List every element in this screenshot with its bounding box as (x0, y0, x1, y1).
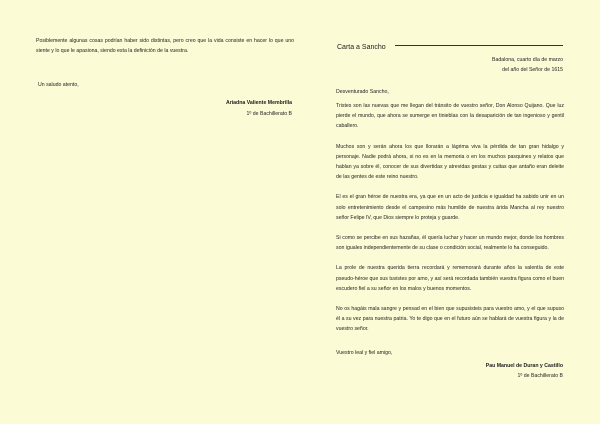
place-line-2: del año del Señor de 1615 (502, 67, 563, 74)
left-intro-paragraph: Posiblemente algunas cosas podrían haber sido distintas, pero creo que la vida consiste en hacer lo que uno siente y lo que le apasiona, siendo esta la definición de la vuestra. (36, 38, 294, 55)
salutation: Desventurado Sancho, (336, 89, 389, 95)
signature-class: 1º de Bachillerato B (517, 373, 563, 379)
left-signature-name: Ariadna Valiente Membrilla (225, 100, 292, 106)
left-greeting: Un saludo atento, (38, 82, 79, 88)
body-paragraph: Tristes son las nuevas que me llegan del tránsito de vuestro señor, Don Alonso Quijano. Que luz pierde el mundo, que ahora se sumerge en tinieblas con la desaparición de tan ingenioso y gentil caballero. (336, 103, 564, 130)
title-row (337, 36, 563, 51)
letter-body (336, 101, 564, 345)
body-paragraph: Muchos son y serán ahora los que llorarán a lágrima viva la pérdida de tan gran hidalgo y personaje. Nadie podrá ahora, si no es en la memoria o en los muchos pasquines y relatos que hablan ya sobre él, conocer de sus divertidas y atrevidas gestas y cuitas que antaño eran deleite de las gentes de este reino nuestro. (336, 143, 564, 181)
right-page (300, 0, 600, 424)
closing: Vuestro leal y fiel amigo, (336, 350, 393, 356)
left-signature-class: 1º de Bachillerato B (246, 111, 292, 117)
body-paragraph: Si como se percibe en sus hazañas, él quería luchar y hacer un mundo mejor, donde los hombres son iguales independientemente de su clase o condición social, realmente lo ha conseguido. (336, 235, 564, 252)
title-underline (395, 45, 563, 46)
body-paragraph: El es el gran héroe de nuestra era, ya que en un acto de justicia e igualdad ha sabido unir en un solo entretenimiento desde el campesino más humilde de nuestra árida Mancha al rey nuestro señor Felipe IV, que Dios siempre lo proteja y guarde. (336, 194, 564, 221)
place-line-1: Badalona, cuarto día de marzo (492, 57, 563, 63)
signature-name: Pau Manuel de Duran y Castillo (485, 363, 563, 369)
letter-title: Carta a Sancho (337, 44, 386, 51)
body-paragraph: La prole de nuestra querida tierra recordará y rememorará durante años la valentía de este pseudo-héroe que sus tuvistes por amo, y así será recordada también vuestra figura como el buen escudero fiel a su señor en los malos y buenos momentos. (336, 265, 564, 292)
place-date (413, 55, 563, 75)
body-paragraph: No os hagáis mala sangre y pensad en el bien que supusisteis para vuestro amo, y el que supuso él a su vez para nuestra patria. Yo te digo que en el futuro aún se hablará de vuestra figura y la de vuestro señor. (336, 306, 564, 333)
